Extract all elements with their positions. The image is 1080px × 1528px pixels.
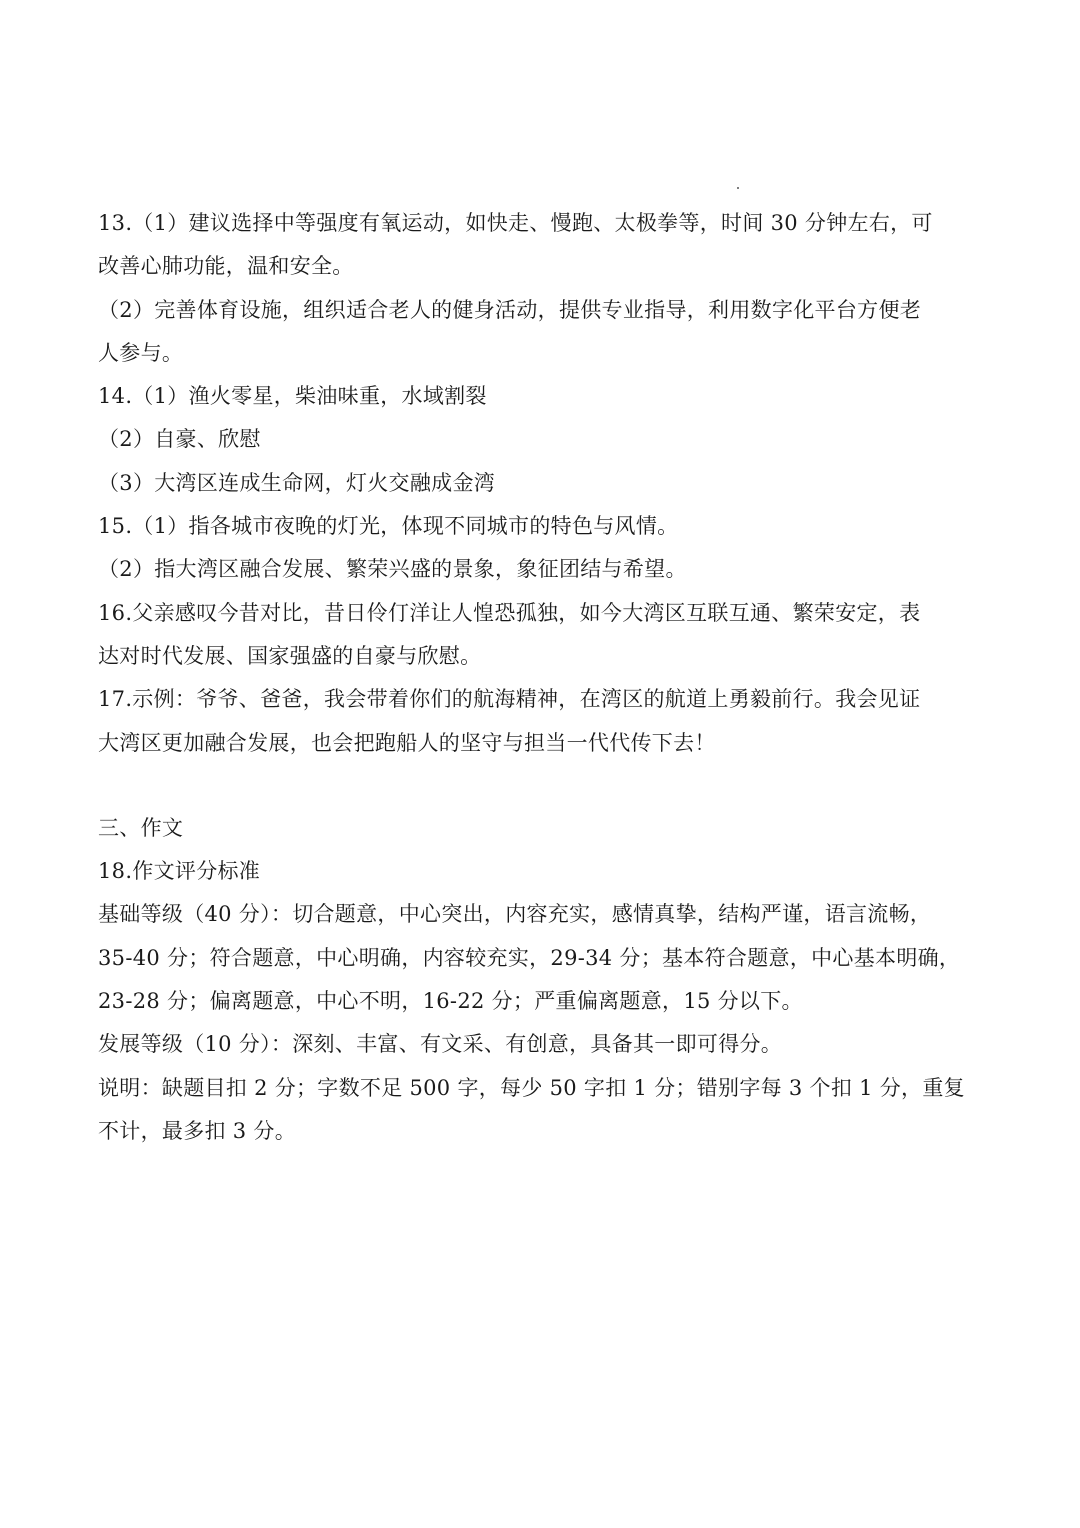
note-line2: 不计，最多扣 3 分。 (98, 1118, 297, 1143)
basic-grade-line1: 基础等级（40 分）：切合题意，中心突出，内容充实，感情真挚，结构严谨，语言流畅， (98, 902, 932, 927)
note-line1: 说明：缺题目扣 2 分；字数不足 500 字，每少 50 字扣 1 分；错别字每 3 个扣 1 分，重复 (98, 1075, 965, 1100)
q16-line2: 达对时代发展、国家强盛的自豪与欣慰。 (98, 643, 482, 668)
answer-content (98, 202, 965, 1153)
development-grade: 发展等级（10 分）：深刻、丰富、有文采、有创意，具备其一即可得分。 (98, 1032, 783, 1057)
q13-part2-line2: 人参与。 (98, 340, 184, 365)
q14-part3: （3）大湾区连成生命网，灯火交融成金湾 (98, 470, 496, 495)
q17-line2: 大湾区更加融合发展，也会把跑船人的坚守与担当一代代传下去！ (98, 730, 716, 755)
q17-line1: 17.示例：爷爷、爸爸，我会带着你们的航海精神，在湾区的航道上勇毅前行。我会见证 (98, 687, 921, 712)
q14-part1: 14.（1）渔火零星，柴油味重，水域割裂 (98, 384, 487, 409)
q15-part1: 15.（1）指各城市夜晚的灯光，体现不同城市的特色与风情。 (98, 514, 679, 539)
q13-part1-line1: 13.（1）建议选择中等强度有氧运动，如快走、慢跑、太极拳等，时间 30 分钟左右，可 (98, 211, 933, 235)
q18-title: 18.作文评分标准 (98, 859, 261, 884)
section-gap (98, 765, 948, 807)
composition-section-title: 三、作文 (98, 815, 184, 840)
q13-part1-line2: 改善心肺功能，温和安全。 (98, 254, 354, 279)
q14-part2: （2）自豪、欣慰 (98, 427, 261, 452)
q15-part2: （2）指大湾区融合发展、繁荣兴盛的景象，象征团结与希望。 (98, 557, 687, 582)
scan-speck (737, 187, 739, 189)
basic-grade-line2: 35-40 分；符合题意，中心明确，内容较充实，29-34 分；基本符合题意，中心基本明确， (98, 945, 961, 970)
q13-part2-line1: （2）完善体育设施，组织适合老人的健身活动，提供专业指导，利用数字化平台方便老 (98, 297, 922, 322)
basic-grade-line3: 23-28 分；偏离题意，中心不明，16-22 分；严重偏离题意，15 分以下。 (98, 989, 803, 1014)
q16-line1: 16.父亲感叹今昔对比，昔日伶仃洋让人惶恐孤独，如今大湾区互联互通、繁荣安定，表 (98, 600, 921, 625)
